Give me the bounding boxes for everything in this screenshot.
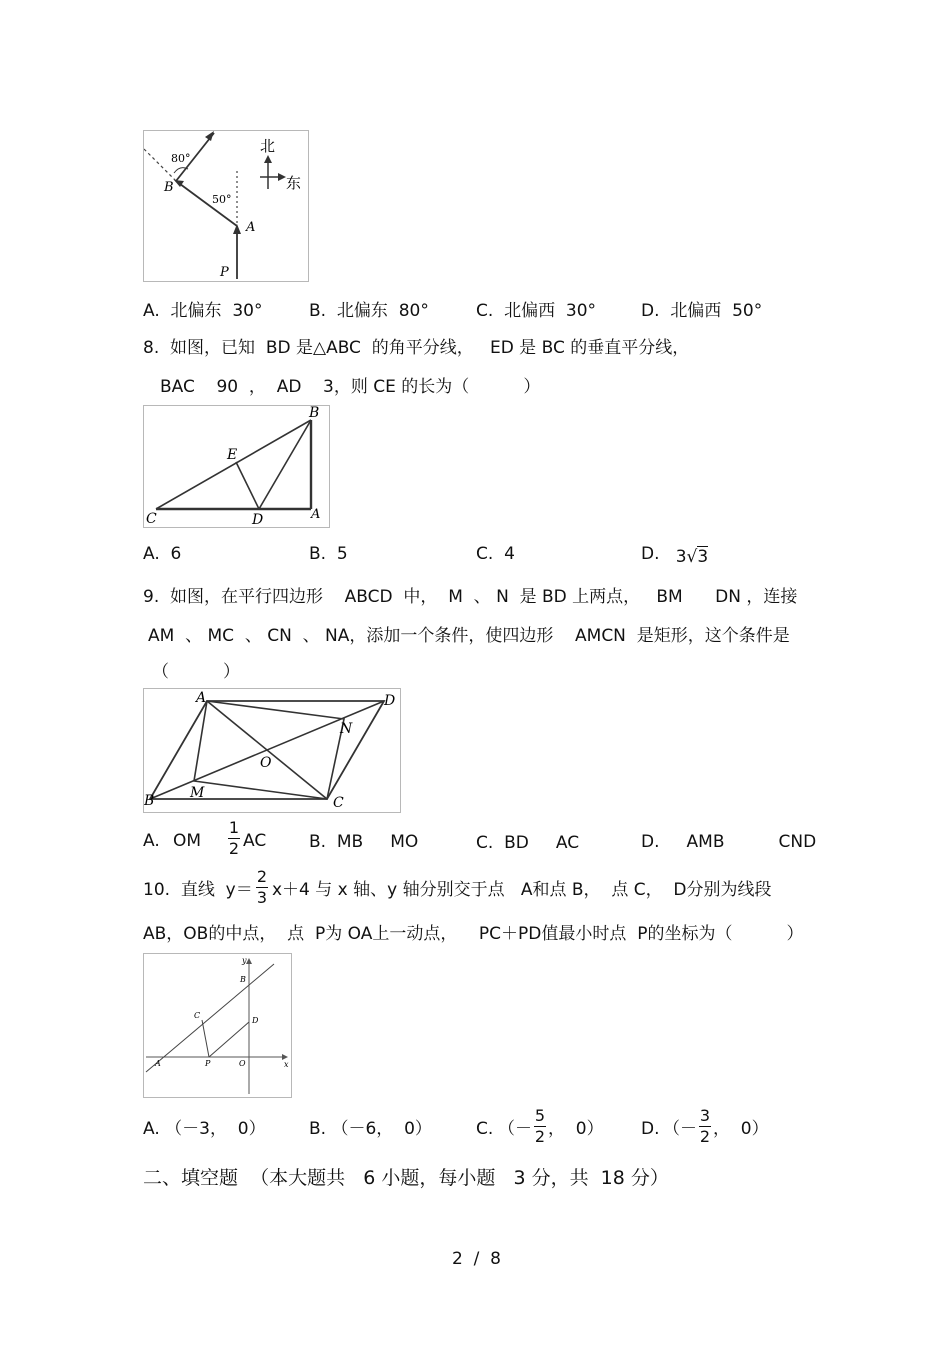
q7-label-50: 50°	[212, 193, 232, 206]
q7-option-c[interactable]	[476, 301, 596, 321]
option-letter: C.	[476, 833, 494, 853]
q9-option-d[interactable]	[641, 832, 816, 852]
option-letter: D.	[641, 544, 660, 564]
fraction-numerator: 5	[534, 1106, 546, 1125]
option-text-pre: （－	[663, 1119, 697, 1139]
q7-figure	[143, 130, 309, 282]
option-letter: D.	[641, 301, 660, 321]
q10-figure	[143, 953, 292, 1098]
q9-diagonal-bd	[150, 701, 384, 799]
option-text: 6	[170, 544, 182, 564]
option-letter: B.	[309, 544, 327, 564]
fraction-denominator: 2	[228, 839, 240, 858]
q9-stem-line2: AM 、 MC 、 CN 、 NA，添加一个条件，使四边形 AMCN 是矩形，这个条件是	[148, 626, 790, 646]
fraction-numerator: 3	[699, 1106, 711, 1125]
q8-option-c[interactable]	[476, 544, 515, 564]
option-letter: A.	[143, 1119, 160, 1139]
q9-stem-line1: 9. 如图，在平行四边形 ABCD 中， M 、 N 是 BD 上两点， BM DN ，连接	[143, 587, 798, 607]
q9-option-c[interactable]	[476, 833, 579, 853]
q7-option-a[interactable]	[143, 301, 263, 321]
q10-label-d: D	[252, 1016, 259, 1025]
option-text: （－3， 0）	[165, 1119, 266, 1139]
q7-label-north: 北	[260, 137, 276, 155]
fraction-denominator: 3	[256, 888, 268, 907]
q7-compass-east-arrow-icon	[278, 173, 286, 181]
q10-fraction-two-thirds	[256, 868, 268, 907]
fraction-numerator: 2	[256, 867, 268, 886]
option-letter: C.	[476, 544, 494, 564]
q7-angle-arc	[174, 168, 188, 173]
q9-label-d: D	[384, 693, 396, 709]
option-letter: A.	[143, 831, 160, 851]
q8-segment-cb	[156, 420, 311, 509]
q10-stem-post: x＋4 与 x 轴、y 轴分别交于点 A和点 B， 点 C， D分别为线段	[272, 880, 772, 900]
fraction-denominator: 2	[534, 1127, 546, 1146]
q8-label-a: A	[311, 507, 321, 522]
q7-label-a: A	[246, 220, 256, 235]
q8-label-b: B	[309, 406, 320, 421]
q9-label-a: A	[196, 690, 207, 706]
q9-figure-svg	[144, 689, 400, 812]
q9-label-o: O	[260, 755, 272, 771]
q10-stem-pre: 10. 直线 y＝	[143, 880, 253, 900]
option-text: MB MO	[336, 832, 419, 852]
option-letter: B.	[309, 832, 327, 852]
q8-segment-db	[259, 420, 311, 509]
fraction-one-half	[228, 819, 240, 858]
sqrt-radicand: 3	[697, 547, 709, 567]
q9-option-b[interactable]	[309, 832, 418, 852]
q10-label-p: P	[205, 1059, 211, 1068]
q10-label-y: y	[242, 956, 247, 965]
q10-option-d[interactable]	[641, 1106, 781, 1155]
option-letter: D.	[641, 832, 660, 852]
page-number: 2 / 8	[452, 1249, 501, 1269]
q10-label-o: O	[239, 1059, 246, 1068]
sqrt-coefficient: 3	[675, 547, 687, 567]
option-letter: A.	[143, 301, 160, 321]
q8-stem-line2: BAC 90 ， AD 3，则 CE 的长为（ ）	[160, 377, 541, 397]
q9-stem-line3: （ ）	[152, 662, 241, 682]
q7-option-d[interactable]	[641, 301, 762, 321]
option-text: 北偏西 50°	[670, 301, 763, 321]
q9-label-m: M	[190, 785, 205, 801]
fraction-three-halves	[699, 1107, 711, 1146]
option-letter: C.	[476, 1119, 494, 1139]
q10-option-c[interactable]	[476, 1106, 616, 1155]
fraction-numerator: 1	[228, 818, 240, 837]
q10-option-a[interactable]	[143, 1119, 266, 1139]
q7-arrowhead-pa	[233, 224, 241, 234]
sqrt-radical-icon: √	[686, 547, 698, 567]
option-text: 北偏东 30°	[170, 301, 263, 321]
q10-y-axis-arrow-icon	[246, 958, 252, 964]
option-text: 5	[336, 544, 348, 564]
option-text: BD AC	[504, 833, 580, 853]
option-text-post: AC	[243, 831, 267, 851]
q10-label-b: B	[240, 975, 246, 984]
option-text: 北偏东 80°	[336, 301, 429, 321]
fraction-denominator: 2	[699, 1127, 711, 1146]
option-text-pre: （－	[498, 1119, 532, 1139]
q8-option-d[interactable]	[641, 544, 709, 567]
q9-option-a[interactable]	[143, 818, 293, 867]
q10-label-c: C	[194, 1011, 201, 1020]
q8-stem-line1: 8. 如图，已知 BD 是△ABC 的角平分线， ED 是 BC 的垂直平分线，	[143, 338, 690, 358]
q7-label-p: P	[220, 265, 229, 280]
q10-option-b[interactable]	[309, 1119, 432, 1139]
fraction-five-halves	[534, 1107, 546, 1146]
q8-figure-svg	[144, 406, 329, 527]
q7-label-b: B	[164, 180, 174, 195]
q7-label-east: 东	[286, 174, 302, 192]
q7-figure-svg	[144, 131, 308, 281]
q9-label-n: N	[340, 721, 353, 737]
q10-figure-svg	[144, 954, 291, 1097]
option-letter: C.	[476, 301, 494, 321]
option-text: 北偏西 30°	[504, 301, 597, 321]
q9-label-c: C	[333, 795, 344, 811]
option-letter: B.	[309, 1119, 327, 1139]
q10-label-x: x	[284, 1060, 289, 1069]
q9-label-b: B	[144, 793, 155, 809]
option-text-post: ， 0）	[548, 1119, 604, 1139]
section-heading: 二、填空题 （本大题共 6 小题，每小题 3 分，共 18 分）	[143, 1167, 669, 1189]
q10-stem-line2: AB，OB的中点， 点 P为 OA上一动点， PC＋PD值最小时点 P的坐标为（ ）	[143, 924, 804, 944]
q7-compass-north-arrow-icon	[264, 155, 272, 163]
sqrt-expression	[676, 547, 709, 567]
q7-option-b[interactable]	[309, 301, 429, 321]
q7-label-80: 80°	[171, 152, 191, 165]
option-text: （－6， 0）	[331, 1119, 432, 1139]
option-letter: A.	[143, 544, 160, 564]
option-text: AMB CND	[686, 832, 817, 852]
q10-stem-line1	[143, 867, 823, 920]
option-text: 4	[504, 544, 515, 564]
q10-segment-pd	[209, 1022, 249, 1057]
option-letter: D.	[641, 1119, 660, 1139]
option-text-pre: OM	[173, 831, 202, 851]
q8-label-d: D	[252, 512, 264, 527]
q8-option-a[interactable]	[143, 544, 181, 564]
q8-option-b[interactable]	[309, 544, 348, 564]
q8-label-c: C	[146, 511, 157, 527]
q10-label-a: A	[155, 1059, 161, 1068]
q8-label-e: E	[227, 447, 238, 463]
q8-segment-ed	[236, 462, 259, 509]
q9-figure	[143, 688, 401, 813]
option-text-post: ， 0）	[713, 1119, 769, 1139]
q8-figure	[143, 405, 330, 528]
option-letter: B.	[309, 301, 327, 321]
q10-segment-cp	[202, 1020, 209, 1057]
